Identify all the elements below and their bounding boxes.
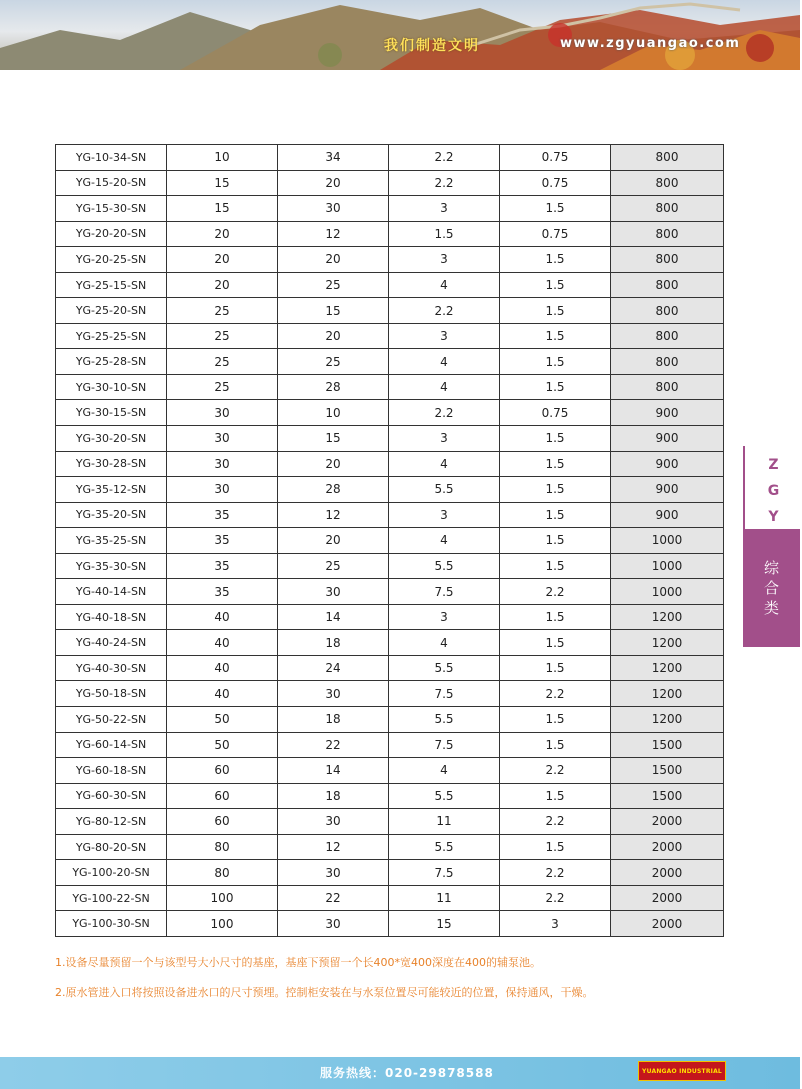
side-tab-char: 类 xyxy=(763,599,779,617)
model-cell: YG-80-12-SN xyxy=(56,809,167,835)
spec-cell: 900 xyxy=(611,477,724,503)
spec-cell: 25 xyxy=(167,323,278,349)
spec-cell: 1.5 xyxy=(389,221,500,247)
spec-cell: 1.5 xyxy=(500,707,611,733)
spec-cell: 1.5 xyxy=(500,477,611,503)
model-cell: YG-80-20-SN xyxy=(56,834,167,860)
spec-cell: 800 xyxy=(611,298,724,324)
model-cell: YG-30-10-SN xyxy=(56,374,167,400)
table-row xyxy=(56,681,724,707)
spec-cell: 2000 xyxy=(611,834,724,860)
table-row xyxy=(56,885,724,911)
spec-cell: 100 xyxy=(167,885,278,911)
spec-cell: 1500 xyxy=(611,732,724,758)
spec-cell: 12 xyxy=(278,221,389,247)
spec-cell: 30 xyxy=(278,809,389,835)
spec-cell: 18 xyxy=(278,783,389,809)
header-website-url: www.zgyuangao.com xyxy=(560,36,741,51)
spec-cell: 800 xyxy=(611,349,724,375)
spec-cell: 3 xyxy=(389,196,500,222)
spec-cell: 15 xyxy=(278,426,389,452)
spec-cell: 40 xyxy=(167,681,278,707)
spec-cell: 22 xyxy=(278,885,389,911)
table-row xyxy=(56,374,724,400)
spec-cell: 1500 xyxy=(611,758,724,784)
spec-cell: 2.2 xyxy=(389,145,500,171)
table-row xyxy=(56,604,724,630)
spec-cell: 800 xyxy=(611,247,724,273)
spec-cell: 5.5 xyxy=(389,477,500,503)
model-cell: YG-35-30-SN xyxy=(56,553,167,579)
spec-cell: 1.5 xyxy=(500,630,611,656)
table-row xyxy=(56,196,724,222)
spec-cell: 15 xyxy=(167,170,278,196)
spec-cell: 50 xyxy=(167,732,278,758)
spec-cell: 30 xyxy=(167,477,278,503)
spec-cell: 25 xyxy=(167,374,278,400)
model-cell: YG-35-12-SN xyxy=(56,477,167,503)
spec-cell: 1.5 xyxy=(500,196,611,222)
note-2: 2.原水管进入口将按照设备进水口的尺寸预埋。控制柜安装在与水泵位置尽可能较近的位置，保持通风，干燥。 xyxy=(55,986,594,999)
spec-cell: 1.5 xyxy=(500,374,611,400)
table-row xyxy=(56,272,724,298)
table-row xyxy=(56,477,724,503)
spec-cell: 1.5 xyxy=(500,349,611,375)
spec-cell: 2000 xyxy=(611,809,724,835)
table-row xyxy=(56,502,724,528)
side-letter: Y xyxy=(768,509,779,525)
model-cell: YG-60-18-SN xyxy=(56,758,167,784)
spec-cell: 30 xyxy=(278,681,389,707)
model-cell: YG-20-25-SN xyxy=(56,247,167,273)
spec-cell: 5.5 xyxy=(389,834,500,860)
spec-cell: 1.5 xyxy=(500,451,611,477)
spec-cell: 1200 xyxy=(611,630,724,656)
spec-cell: 40 xyxy=(167,604,278,630)
spec-cell: 24 xyxy=(278,655,389,681)
side-brand-letters xyxy=(743,446,802,531)
table-row xyxy=(56,349,724,375)
spec-cell: 0.75 xyxy=(500,221,611,247)
spec-cell: 1500 xyxy=(611,783,724,809)
spec-cell: 40 xyxy=(167,655,278,681)
spec-cell: 2000 xyxy=(611,885,724,911)
spec-cell: 35 xyxy=(167,553,278,579)
spec-cell: 20 xyxy=(167,272,278,298)
spec-cell: 15 xyxy=(167,196,278,222)
spec-cell: 7.5 xyxy=(389,681,500,707)
spec-cell: 3 xyxy=(389,604,500,630)
spec-cell: 2.2 xyxy=(389,298,500,324)
spec-cell: 5.5 xyxy=(389,783,500,809)
spec-cell: 35 xyxy=(167,579,278,605)
model-cell: YG-35-20-SN xyxy=(56,502,167,528)
spec-cell: 15 xyxy=(389,911,500,937)
spec-cell: 28 xyxy=(278,477,389,503)
spec-cell: 3 xyxy=(389,426,500,452)
spec-cell: 0.75 xyxy=(500,400,611,426)
spec-cell: 4 xyxy=(389,630,500,656)
table-row xyxy=(56,400,724,426)
table-row xyxy=(56,579,724,605)
spec-cell: 30 xyxy=(167,451,278,477)
footer-bar xyxy=(0,1057,800,1089)
spec-cell: 25 xyxy=(278,272,389,298)
spec-cell: 3 xyxy=(500,911,611,937)
spec-cell: 4 xyxy=(389,349,500,375)
model-cell: YG-50-22-SN xyxy=(56,707,167,733)
table-row xyxy=(56,426,724,452)
spec-cell: 4 xyxy=(389,374,500,400)
spec-cell: 800 xyxy=(611,323,724,349)
spec-cell: 2.2 xyxy=(500,885,611,911)
spec-cell: 100 xyxy=(167,911,278,937)
spec-cell: 1.5 xyxy=(500,298,611,324)
spec-cell: 20 xyxy=(278,528,389,554)
side-tab-char: 综 xyxy=(763,559,779,577)
spec-cell: 4 xyxy=(389,528,500,554)
spec-cell: 1.5 xyxy=(500,426,611,452)
table-row xyxy=(56,758,724,784)
installation-notes xyxy=(55,948,745,1008)
spec-cell: 7.5 xyxy=(389,732,500,758)
spec-cell: 800 xyxy=(611,221,724,247)
model-cell: YG-60-14-SN xyxy=(56,732,167,758)
spec-cell: 1.5 xyxy=(500,783,611,809)
spec-cell: 5.5 xyxy=(389,655,500,681)
spec-cell: 2.2 xyxy=(500,860,611,886)
model-cell: YG-40-30-SN xyxy=(56,655,167,681)
spec-cell: 30 xyxy=(278,911,389,937)
model-cell: YG-40-24-SN xyxy=(56,630,167,656)
spec-cell: 2.2 xyxy=(500,681,611,707)
spec-cell: 34 xyxy=(278,145,389,171)
spec-cell: 60 xyxy=(167,758,278,784)
spec-cell: 1.5 xyxy=(500,528,611,554)
spec-cell: 1.5 xyxy=(500,553,611,579)
category-side-tab[interactable] xyxy=(743,529,800,647)
table-row xyxy=(56,170,724,196)
spec-cell: 900 xyxy=(611,502,724,528)
service-hotline: 服务热线：020-29878588 xyxy=(320,1066,494,1080)
spec-cell: 25 xyxy=(167,298,278,324)
table-row xyxy=(56,247,724,273)
header-banner xyxy=(0,0,800,70)
spec-cell: 900 xyxy=(611,451,724,477)
spec-table-body xyxy=(56,145,724,937)
table-row xyxy=(56,145,724,171)
spec-cell: 0.75 xyxy=(500,170,611,196)
spec-cell: 7.5 xyxy=(389,579,500,605)
spec-cell: 2.2 xyxy=(500,809,611,835)
spec-cell: 20 xyxy=(278,170,389,196)
company-logo xyxy=(638,1061,726,1081)
spec-cell: 3 xyxy=(389,502,500,528)
spec-cell: 900 xyxy=(611,400,724,426)
spec-cell: 1.5 xyxy=(500,604,611,630)
spec-cell: 18 xyxy=(278,707,389,733)
model-cell: YG-20-20-SN xyxy=(56,221,167,247)
model-cell: YG-30-15-SN xyxy=(56,400,167,426)
spec-cell: 15 xyxy=(278,298,389,324)
model-cell: YG-10-34-SN xyxy=(56,145,167,171)
spec-cell: 2.2 xyxy=(389,170,500,196)
spec-cell: 1200 xyxy=(611,604,724,630)
spec-cell: 3 xyxy=(389,323,500,349)
side-tab-char: 合 xyxy=(763,579,779,597)
spec-cell: 4 xyxy=(389,758,500,784)
table-row xyxy=(56,809,724,835)
table-row xyxy=(56,834,724,860)
spec-cell: 3 xyxy=(389,247,500,273)
spec-cell: 800 xyxy=(611,145,724,171)
model-cell: YG-60-30-SN xyxy=(56,783,167,809)
spec-cell: 30 xyxy=(278,196,389,222)
spec-cell: 30 xyxy=(167,400,278,426)
table-row xyxy=(56,221,724,247)
spec-cell: 80 xyxy=(167,834,278,860)
table-row xyxy=(56,732,724,758)
spec-cell: 2000 xyxy=(611,911,724,937)
model-cell: YG-25-20-SN xyxy=(56,298,167,324)
model-cell: YG-25-25-SN xyxy=(56,323,167,349)
spec-cell: 60 xyxy=(167,809,278,835)
spec-cell: 1.5 xyxy=(500,323,611,349)
model-cell: YG-40-18-SN xyxy=(56,604,167,630)
spec-cell: 1.5 xyxy=(500,272,611,298)
table-row xyxy=(56,323,724,349)
spec-cell: 2.2 xyxy=(500,758,611,784)
model-cell: YG-100-20-SN xyxy=(56,860,167,886)
table-row xyxy=(56,655,724,681)
spec-cell: 50 xyxy=(167,707,278,733)
spec-cell: 1.5 xyxy=(500,834,611,860)
spec-cell: 40 xyxy=(167,630,278,656)
spec-cell: 28 xyxy=(278,374,389,400)
spec-cell: 10 xyxy=(167,145,278,171)
spec-cell: 4 xyxy=(389,272,500,298)
spec-cell: 20 xyxy=(167,247,278,273)
spec-cell: 30 xyxy=(278,579,389,605)
spec-cell: 20 xyxy=(278,247,389,273)
spec-cell: 1.5 xyxy=(500,502,611,528)
model-cell: YG-40-14-SN xyxy=(56,579,167,605)
table-row xyxy=(56,528,724,554)
spec-cell: 20 xyxy=(278,451,389,477)
model-cell: YG-15-30-SN xyxy=(56,196,167,222)
table-row xyxy=(56,451,724,477)
spec-cell: 0.75 xyxy=(500,145,611,171)
side-letter: Z xyxy=(768,457,779,473)
spec-cell: 25 xyxy=(278,349,389,375)
spec-cell: 35 xyxy=(167,502,278,528)
note-1: 1.设备尽量预留一个与该型号大小尺寸的基座，基座下预留一个长400*宽400深度在400的辅泵池。 xyxy=(55,956,541,969)
spec-cell: 900 xyxy=(611,426,724,452)
spec-cell: 35 xyxy=(167,528,278,554)
spec-cell: 1000 xyxy=(611,579,724,605)
model-cell: YG-15-20-SN xyxy=(56,170,167,196)
spec-cell: 14 xyxy=(278,604,389,630)
table-row xyxy=(56,860,724,886)
spec-cell: 1000 xyxy=(611,553,724,579)
spec-cell: 30 xyxy=(278,860,389,886)
logo-text: YUANGAO INDUSTRIAL xyxy=(642,1067,722,1075)
model-cell: YG-50-18-SN xyxy=(56,681,167,707)
spec-cell: 25 xyxy=(278,553,389,579)
model-cell: YG-25-15-SN xyxy=(56,272,167,298)
table-row xyxy=(56,298,724,324)
spec-cell: 22 xyxy=(278,732,389,758)
spec-cell: 20 xyxy=(167,221,278,247)
table-row xyxy=(56,630,724,656)
table-row xyxy=(56,783,724,809)
model-cell: YG-35-25-SN xyxy=(56,528,167,554)
spec-cell: 1200 xyxy=(611,655,724,681)
header-slogan: 我们制造文明 xyxy=(384,38,480,54)
model-cell: YG-100-22-SN xyxy=(56,885,167,911)
table-row xyxy=(56,707,724,733)
spec-cell: 1.5 xyxy=(500,247,611,273)
spec-cell: 2.2 xyxy=(389,400,500,426)
spec-cell: 4 xyxy=(389,451,500,477)
spec-cell: 800 xyxy=(611,196,724,222)
spec-cell: 800 xyxy=(611,374,724,400)
spec-cell: 11 xyxy=(389,809,500,835)
spec-cell: 2000 xyxy=(611,860,724,886)
model-cell: YG-30-20-SN xyxy=(56,426,167,452)
table-row xyxy=(56,911,724,937)
spec-cell: 30 xyxy=(167,426,278,452)
model-cell: YG-30-28-SN xyxy=(56,451,167,477)
spec-cell: 7.5 xyxy=(389,860,500,886)
spec-cell: 14 xyxy=(278,758,389,784)
spec-cell: 80 xyxy=(167,860,278,886)
spec-cell: 1.5 xyxy=(500,732,611,758)
spec-cell: 20 xyxy=(278,323,389,349)
model-cell: YG-25-28-SN xyxy=(56,349,167,375)
spec-cell: 1.5 xyxy=(500,655,611,681)
spec-cell: 1200 xyxy=(611,707,724,733)
spec-cell: 1200 xyxy=(611,681,724,707)
model-cell: YG-100-30-SN xyxy=(56,911,167,937)
side-letter: G xyxy=(767,483,780,499)
spec-cell: 1000 xyxy=(611,528,724,554)
spec-cell: 12 xyxy=(278,834,389,860)
spec-cell: 800 xyxy=(611,170,724,196)
spec-cell: 60 xyxy=(167,783,278,809)
spec-cell: 12 xyxy=(278,502,389,528)
spec-cell: 5.5 xyxy=(389,707,500,733)
spec-cell: 10 xyxy=(278,400,389,426)
spec-cell: 5.5 xyxy=(389,553,500,579)
spec-cell: 11 xyxy=(389,885,500,911)
spec-cell: 25 xyxy=(167,349,278,375)
table-row xyxy=(56,553,724,579)
spec-cell: 2.2 xyxy=(500,579,611,605)
spec-cell: 18 xyxy=(278,630,389,656)
pump-spec-table xyxy=(55,144,724,937)
spec-cell: 800 xyxy=(611,272,724,298)
